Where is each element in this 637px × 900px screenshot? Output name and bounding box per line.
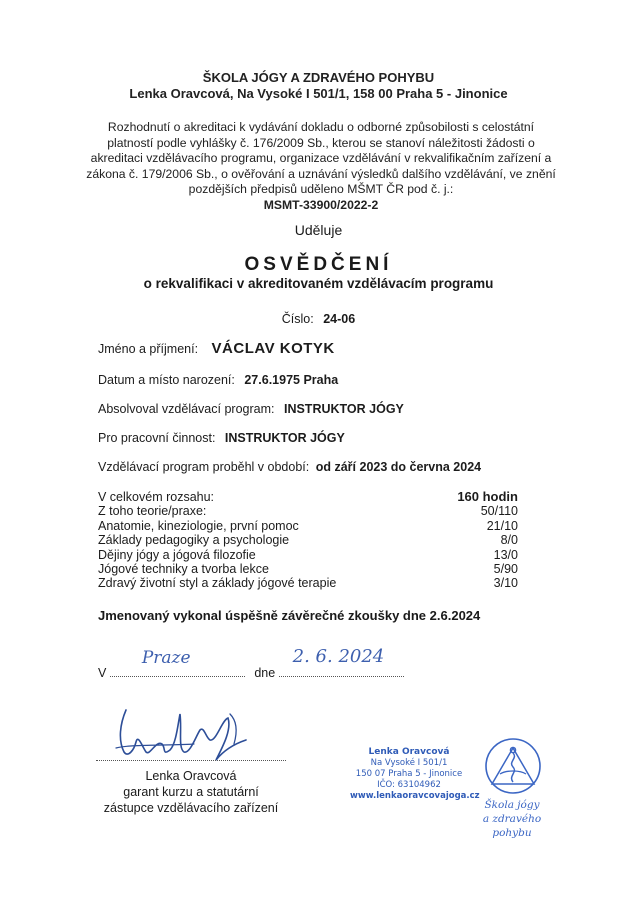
stamp-ico: IČO: 63104962 [377, 780, 441, 790]
hours-total-label: V celkovém rozsahu: [98, 490, 215, 504]
accreditation-paragraph [86, 120, 556, 213]
hours-row [98, 533, 518, 547]
hours-row [98, 548, 518, 562]
hours-row-label: Z toho teorie/praxe: [98, 504, 207, 519]
hours-row [98, 576, 518, 590]
place-date-line [98, 646, 404, 680]
name-label: Jméno a příjmení: [98, 342, 199, 356]
signatory-block [96, 768, 286, 816]
hours-row [98, 562, 518, 576]
school-stamp [350, 747, 480, 802]
hours-table [98, 490, 518, 591]
hours-row-label: Anatomie, kineziologie, první pomoc [98, 518, 299, 533]
period-value: od září 2023 do června 2024 [315, 460, 482, 474]
logo-caption-line1: Škola jógy [484, 799, 540, 811]
program-label: Absolvoval vzdělávací program: [98, 402, 275, 416]
signatory-role-2: zástupce vzdělávacího zařízení [103, 801, 279, 815]
period-label: Vzdělávací program proběhl v období: [98, 460, 310, 474]
accreditation-reference: MSMT-33900/2022-2 [263, 197, 379, 212]
hours-row-value: 3/10 [493, 576, 518, 591]
stamp-name: Lenka Oravcová [368, 747, 450, 757]
hours-row [98, 519, 518, 533]
program-row [98, 402, 404, 416]
hours-row [98, 504, 518, 518]
birth-row [98, 373, 338, 387]
hours-total-value: 160 hodin [457, 489, 518, 504]
certificate-subtitle: o rekvalifikaci v akreditovaném vzdělávacím programu [143, 276, 494, 291]
place-prefix: V [98, 666, 107, 680]
number-value: 24-06 [323, 312, 356, 326]
activity-value: INSTRUKTOR JÓGY [224, 431, 345, 445]
birth-value: 27.6.1975 Praha [244, 373, 339, 387]
signatory-name: Lenka Oravcová [145, 769, 237, 783]
number-label: Číslo: [281, 312, 314, 326]
date-handwritten: 2. 6. 2024 [292, 646, 385, 667]
certificate-title: OSVĚDČENÍ [244, 254, 393, 275]
name-row [98, 340, 335, 357]
school-address: Lenka Oravcová, Na Vysoké I 501/1, 158 00 Praha 5 - Jinonice [129, 86, 508, 101]
hours-row-label: Zdravý životní styl a základy jógové terapie [98, 576, 337, 591]
place-handwritten: Praze [141, 648, 191, 668]
hours-row-value: 5/90 [493, 562, 518, 577]
stamp-street: Na Vysoké I 501/1 [370, 758, 448, 768]
hours-row-value: 13/0 [493, 547, 518, 562]
name-value: VÁCLAV KOTYK [211, 340, 335, 357]
hours-row-value: 21/10 [486, 518, 518, 533]
hours-row-label: Dějiny jógy a jógová filozofie [98, 547, 256, 562]
date-prefix: dne [254, 666, 276, 680]
certificate-number [0, 312, 637, 326]
activity-row [98, 431, 345, 445]
hours-row-label: Jógové techniky a tvorba lekce [98, 562, 269, 577]
signature-line [96, 760, 286, 761]
logo-caption [462, 798, 562, 840]
date-dotted-field [279, 646, 404, 677]
birth-label: Datum a místo narození: [98, 373, 235, 387]
hours-row-value: 8/0 [500, 533, 518, 548]
logo-caption-line2: a zdravého pohybu [482, 813, 542, 839]
program-value: INSTRUKTOR JÓGY [283, 402, 404, 416]
hours-row-value: 50/110 [480, 504, 518, 519]
stamp-city: 150 07 Praha 5 - Jinonice [355, 769, 463, 779]
accreditation-text: Rozhodnutí o akreditaci k vydávání dokladu o odborné způsobilosti s celostátní platností podle vyhlášky č. 176/2009 Sb., kterou se stanoví náležitosti žádosti o akreditaci vzdělávacího programu, organizace vzdělávání v rekvalifikačním zařízení a zákona č. 179/2006 Sb., o ověřování a uznávání výsledků dalšího vzdělávání, ve znění pozdějších předpisů uděleno MŠMT ČR pod č. j.: [86, 120, 556, 196]
signatory-role-1: garant kurzu a statutární [123, 785, 259, 799]
school-name: ŠKOLA JÓGY A ZDRAVÉHO POHYBU [202, 70, 435, 85]
signature-image [112, 700, 262, 764]
grant-verb: Uděluje [294, 222, 343, 238]
school-logo-icon [478, 736, 548, 798]
hours-total-row [98, 490, 518, 504]
place-dotted-field [110, 648, 245, 677]
period-row [98, 460, 481, 474]
activity-label: Pro pracovní činnost: [98, 431, 216, 445]
stamp-web: www.lenkaoravcovajoga.cz [350, 791, 480, 801]
exam-statement: Jmenovaný vykonal úspěšně závěrečné zkoušky dne 2.6.2024 [98, 608, 481, 623]
hours-row-label: Základy pedagogiky a psychologie [98, 533, 290, 548]
